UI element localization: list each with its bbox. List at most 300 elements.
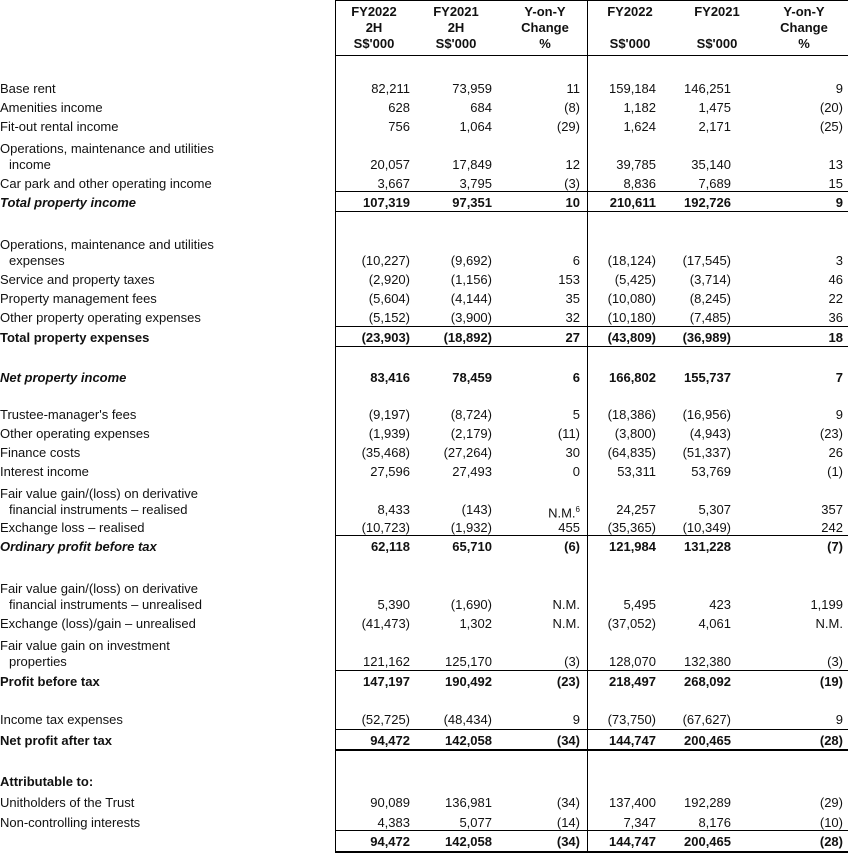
- cell-text: (1,939): [368, 426, 410, 441]
- cell-text: (6): [564, 539, 580, 554]
- cell-text: 27,493: [452, 464, 492, 479]
- cell-value: [740, 119, 843, 135]
- cell-value: [588, 100, 656, 116]
- header-line2: [684, 20, 750, 36]
- cell-value: [420, 616, 492, 632]
- cell-value: [336, 795, 410, 811]
- row-label-text: Amenities income: [0, 100, 103, 115]
- cell-text: (10,349): [682, 520, 731, 535]
- cell-text: 27: [565, 330, 580, 345]
- header-line1: FY2021: [694, 4, 740, 19]
- cell-text: (73,750): [607, 712, 656, 727]
- subtotal-rule: [335, 191, 848, 192]
- row-label: [0, 407, 330, 423]
- cell-value: [336, 654, 410, 670]
- cell-text: 3: [835, 253, 843, 268]
- cell-text: 210,611: [609, 195, 656, 210]
- cell-value: [740, 795, 843, 811]
- cell-value: [588, 674, 656, 690]
- cell-value: [500, 445, 580, 461]
- cell-value: [740, 176, 843, 192]
- cell-text: N.M.: [815, 616, 843, 631]
- cell-value: [740, 195, 843, 211]
- cell-value: [420, 597, 492, 613]
- row-label-text: Net profit after tax: [0, 733, 112, 748]
- cell-text: 90,089: [370, 795, 410, 810]
- cell-value: [660, 815, 731, 831]
- cell-value: [740, 291, 843, 307]
- row-label: [0, 141, 330, 173]
- cell-text: 24,257: [616, 502, 656, 517]
- cell-value: [588, 157, 656, 173]
- cell-value: [740, 654, 843, 670]
- cell-value: [336, 291, 410, 307]
- cell-value: [420, 674, 492, 690]
- cell-text: 1,182: [623, 100, 656, 115]
- cell-text: 190,492: [445, 674, 492, 689]
- row-label-text: Interest income: [0, 464, 89, 479]
- subtotal-rule: [335, 346, 848, 347]
- cell-value: [336, 815, 410, 831]
- cell-value: [500, 539, 580, 555]
- cell-text: (25): [819, 119, 843, 134]
- cell-value: [588, 795, 656, 811]
- row-label: [0, 195, 330, 211]
- cell-text: 83,416: [370, 370, 410, 385]
- cell-value: [336, 310, 410, 326]
- cell-value: [660, 539, 731, 555]
- cell-text: 218,497: [609, 674, 656, 689]
- cell-text: 73,959: [452, 81, 492, 96]
- cell-text: (43,809): [607, 330, 656, 345]
- cell-value: [660, 654, 731, 670]
- cell-text: (28): [819, 834, 843, 849]
- cell-value: [336, 407, 410, 423]
- cell-text: 30: [565, 445, 580, 460]
- cell-value: [500, 616, 580, 632]
- cell-value: [500, 733, 580, 749]
- cell-value: [740, 597, 843, 613]
- cell-value: [660, 520, 731, 536]
- cell-text: (29): [819, 795, 843, 810]
- cell-value: [420, 100, 492, 116]
- header-divider: [335, 55, 848, 56]
- header-unit: S$'000: [696, 36, 738, 51]
- header-fy2022: [598, 4, 662, 52]
- cell-text: N.M.: [552, 616, 580, 631]
- row-label-text: Operations, maintenance and utilities: [0, 237, 214, 252]
- cell-value: [660, 834, 731, 850]
- header-line1: Y-on-Y: [783, 4, 825, 19]
- cell-value: [740, 733, 843, 749]
- cell-text: (18,386): [607, 407, 656, 422]
- cell-value: [660, 464, 731, 480]
- row-label-text: Trustee-manager's fees: [0, 407, 137, 422]
- cell-value: [588, 272, 656, 288]
- cell-value: [660, 407, 731, 423]
- cell-value: [500, 502, 580, 521]
- cell-text: 136,981: [445, 795, 492, 810]
- cell-text: 423: [709, 597, 731, 612]
- cell-value: [420, 502, 492, 518]
- cell-value: [420, 81, 492, 97]
- cell-value: [420, 834, 492, 850]
- cell-text: (19): [819, 674, 843, 689]
- cell-value: [420, 272, 492, 288]
- cell-value: [500, 520, 580, 536]
- cell-text: 684: [470, 100, 492, 115]
- header-unit: S$'000: [609, 36, 651, 51]
- header-yoy-full: [764, 4, 844, 52]
- cell-text: (27,264): [443, 445, 492, 460]
- cell-value: [660, 291, 731, 307]
- row-label-text: Profit before tax: [0, 674, 100, 689]
- cell-value: [336, 445, 410, 461]
- subtotal-rule: [335, 729, 848, 730]
- cell-value: [500, 176, 580, 192]
- cell-value: [660, 253, 731, 269]
- cell-text: (23): [819, 426, 843, 441]
- cell-text: 5,390: [377, 597, 410, 612]
- cell-text: 128,070: [609, 654, 656, 669]
- row-label: [0, 81, 330, 97]
- cell-text: 9: [835, 407, 843, 422]
- header-unit: S$'000: [353, 36, 395, 51]
- cell-text: (34): [556, 795, 580, 810]
- cell-value: [740, 834, 843, 850]
- header-unit: %: [798, 36, 810, 51]
- row-label-text: Income tax expenses: [0, 712, 123, 727]
- row-label-text: Total property expenses: [0, 330, 150, 345]
- cell-value: [500, 370, 580, 386]
- row-label: [0, 445, 330, 461]
- cell-text: 1,624: [623, 119, 656, 134]
- cell-value: [588, 597, 656, 613]
- cell-text: 144,747: [609, 834, 656, 849]
- cell-text: (34): [556, 834, 580, 849]
- cell-text: (48,434): [443, 712, 492, 727]
- cell-text: 3,667: [377, 176, 410, 191]
- cell-value: [588, 834, 656, 850]
- cell-text: 1,199: [810, 597, 843, 612]
- cell-text: (52,725): [361, 712, 410, 727]
- cell-text: (41,473): [361, 616, 410, 631]
- cell-value: [420, 712, 492, 728]
- header-unit: %: [539, 36, 551, 51]
- cell-value: [500, 795, 580, 811]
- cell-value: [660, 597, 731, 613]
- cell-text: 15: [828, 176, 843, 191]
- cell-text: 7,347: [623, 815, 656, 830]
- cell-text: 27,596: [370, 464, 410, 479]
- cell-value: [500, 407, 580, 423]
- header-line1: FY2021: [433, 4, 479, 19]
- cell-value: [660, 674, 731, 690]
- cell-text: 53,311: [617, 464, 656, 479]
- cell-value: [588, 445, 656, 461]
- cell-value: [740, 272, 843, 288]
- cell-text: (143): [461, 502, 492, 517]
- cell-text: 125,170: [445, 654, 492, 669]
- cell-text: 13: [828, 157, 843, 172]
- cell-text: (1,932): [450, 520, 492, 535]
- cell-text: 97,351: [452, 195, 492, 210]
- cell-text: (17,545): [682, 253, 731, 268]
- cell-text: (18,124): [607, 253, 656, 268]
- cell-text: (18,892): [443, 330, 492, 345]
- cell-text: 1,475: [698, 100, 731, 115]
- cell-value: [336, 119, 410, 135]
- row-label: [0, 774, 330, 790]
- cell-value: [660, 426, 731, 442]
- cell-text: 756: [388, 119, 410, 134]
- cell-text: 153: [558, 272, 580, 287]
- row-label: [0, 464, 330, 480]
- cell-value: [336, 616, 410, 632]
- cell-text: N.M.: [552, 597, 580, 612]
- cell-value: [588, 502, 656, 518]
- row-label: [0, 291, 330, 307]
- row-label-continuation: income: [9, 157, 51, 172]
- cell-text: (51,337): [682, 445, 731, 460]
- cell-text: (8,724): [450, 407, 492, 422]
- cell-value: [420, 119, 492, 135]
- cell-text: 22: [828, 291, 843, 306]
- cell-text: 78,459: [452, 370, 492, 385]
- header-line1: FY2022: [607, 4, 653, 19]
- cell-value: [740, 815, 843, 831]
- cell-value: [500, 310, 580, 326]
- cell-value: [500, 834, 580, 850]
- footnote-marker: 6: [575, 505, 580, 514]
- cell-text: 146,251: [684, 81, 731, 96]
- row-label-text: Exchange (loss)/gain – unrealised: [0, 616, 196, 631]
- row-label-text: Fair value gain/(loss) on derivative: [0, 581, 198, 596]
- double-rule: [335, 749, 848, 751]
- cell-text: 137,400: [609, 795, 656, 810]
- row-label-text: Fair value gain on investment: [0, 638, 170, 653]
- cell-text: (9,197): [368, 407, 410, 422]
- row-label-text: Unitholders of the Trust: [0, 795, 135, 810]
- cell-text: (3,714): [689, 272, 731, 287]
- cell-value: [740, 520, 843, 536]
- cell-value: [500, 119, 580, 135]
- cell-text: (7): [827, 539, 843, 554]
- cell-value: [420, 464, 492, 480]
- cell-value: [420, 157, 492, 173]
- cell-value: [500, 597, 580, 613]
- cell-value: [588, 291, 656, 307]
- cell-text: 82,211: [371, 81, 410, 96]
- cell-text: (3): [564, 654, 580, 669]
- cell-value: [420, 445, 492, 461]
- cell-text: 7: [835, 370, 843, 385]
- cell-value: [336, 834, 410, 850]
- cell-value: [588, 195, 656, 211]
- cell-value: [740, 674, 843, 690]
- cell-value: [660, 100, 731, 116]
- cell-value: [588, 176, 656, 192]
- header-unit: S$'000: [435, 36, 477, 51]
- cell-value: [336, 100, 410, 116]
- cell-text: (34): [556, 733, 580, 748]
- cell-text: N.M.: [548, 505, 576, 521]
- cell-value: [336, 539, 410, 555]
- cell-text: (5,604): [368, 291, 410, 306]
- cell-text: (2,179): [450, 426, 492, 441]
- cell-text: (35,365): [607, 520, 656, 535]
- header-line2: 2H: [365, 20, 383, 35]
- cell-text: (10,723): [361, 520, 410, 535]
- row-label-continuation: financial instruments – unrealised: [9, 597, 202, 612]
- row-label: [0, 426, 330, 442]
- cell-value: [500, 815, 580, 831]
- cell-text: 4,061: [698, 616, 731, 631]
- header-yoy-2h: [505, 4, 585, 52]
- subtotal-rule: [335, 535, 848, 536]
- cell-value: [500, 426, 580, 442]
- cell-text: 53,769: [691, 464, 731, 479]
- cell-value: [740, 330, 843, 346]
- cell-value: [660, 616, 731, 632]
- row-label-text: Exchange loss – realised: [0, 520, 145, 535]
- subtotal-rule: [335, 670, 848, 671]
- row-label: [0, 733, 330, 749]
- cell-text: 39,785: [616, 157, 656, 172]
- cell-value: [500, 253, 580, 269]
- cell-value: [336, 370, 410, 386]
- cell-value: [740, 502, 843, 518]
- cell-text: (7,485): [689, 310, 731, 325]
- row-label: [0, 237, 330, 269]
- cell-text: (8,245): [689, 291, 731, 306]
- cell-value: [336, 176, 410, 192]
- cell-text: 200,465: [684, 733, 731, 748]
- cell-text: (1): [827, 464, 843, 479]
- cell-text: 4,383: [377, 815, 410, 830]
- cell-text: (5,152): [368, 310, 410, 325]
- cell-value: [420, 291, 492, 307]
- cell-text: 131,228: [684, 539, 731, 554]
- cell-text: 8,836: [623, 176, 656, 191]
- row-label-text: Total property income: [0, 195, 137, 210]
- cell-value: [660, 502, 731, 518]
- cell-text: 121,984: [609, 539, 656, 554]
- cell-value: [500, 81, 580, 97]
- cell-text: (20): [819, 100, 843, 115]
- header-fy2022-2h: [340, 4, 408, 52]
- row-label-continuation: financial instruments – realised: [9, 502, 188, 517]
- row-label: [0, 616, 330, 632]
- cell-value: [500, 674, 580, 690]
- cell-text: 5,495: [623, 597, 656, 612]
- row-label-continuation: expenses: [9, 253, 65, 268]
- cell-value: [500, 157, 580, 173]
- cell-text: (8): [564, 100, 580, 115]
- cell-text: 200,465: [684, 834, 731, 849]
- cell-value: [500, 195, 580, 211]
- cell-text: 628: [388, 100, 410, 115]
- cell-value: [588, 330, 656, 346]
- cell-value: [660, 330, 731, 346]
- cell-text: 94,472: [370, 733, 410, 748]
- cell-value: [660, 733, 731, 749]
- cell-value: [660, 310, 731, 326]
- cell-text: 18: [828, 330, 843, 345]
- cell-value: [740, 407, 843, 423]
- cell-value: [500, 654, 580, 670]
- cell-text: (1,156): [450, 272, 492, 287]
- cell-value: [740, 712, 843, 728]
- cell-text: (23): [556, 674, 580, 689]
- cell-text: (10,180): [607, 310, 656, 325]
- cell-value: [660, 272, 731, 288]
- cell-text: 20,057: [370, 157, 410, 172]
- cell-value: [500, 272, 580, 288]
- cell-value: [660, 795, 731, 811]
- cell-text: 7,689: [698, 176, 731, 191]
- cell-value: [336, 426, 410, 442]
- cell-value: [740, 310, 843, 326]
- cell-text: 357: [821, 502, 843, 517]
- table-top-border: [335, 0, 848, 1]
- cell-value: [336, 597, 410, 613]
- cell-value: [588, 733, 656, 749]
- cell-text: 9: [835, 712, 843, 727]
- cell-value: [420, 426, 492, 442]
- cell-value: [740, 445, 843, 461]
- cell-value: [588, 426, 656, 442]
- cell-text: (37,052): [607, 616, 656, 631]
- cell-text: 1,302: [459, 616, 492, 631]
- row-label: [0, 370, 330, 386]
- cell-value: [336, 330, 410, 346]
- cell-text: 192,726: [684, 195, 731, 210]
- cell-text: (67,627): [682, 712, 731, 727]
- cell-value: [740, 100, 843, 116]
- cell-text: 2,171: [698, 119, 731, 134]
- cell-value: [660, 81, 731, 97]
- cell-text: 35,140: [691, 157, 731, 172]
- cell-value: [740, 253, 843, 269]
- cell-value: [740, 616, 843, 632]
- cell-text: 6: [572, 370, 580, 385]
- cell-value: [660, 119, 731, 135]
- cell-value: [588, 539, 656, 555]
- subtotal-rule: [335, 830, 848, 831]
- cell-value: [420, 539, 492, 555]
- cell-value: [420, 176, 492, 192]
- cell-value: [336, 520, 410, 536]
- cell-value: [336, 157, 410, 173]
- cell-value: [420, 407, 492, 423]
- cell-text: 35: [565, 291, 580, 306]
- cell-text: 10: [565, 195, 580, 210]
- header-line1: FY2022: [351, 4, 397, 19]
- cell-text: 5,307: [698, 502, 731, 517]
- cell-value: [500, 100, 580, 116]
- cell-text: 8,433: [377, 502, 410, 517]
- cell-value: [660, 712, 731, 728]
- cell-value: [740, 157, 843, 173]
- cell-text: (36,989): [682, 330, 731, 345]
- cell-text: 147,197: [363, 674, 410, 689]
- row-label-text: Ordinary profit before tax: [0, 539, 157, 554]
- cell-value: [420, 370, 492, 386]
- cell-value: [420, 733, 492, 749]
- cell-value: [336, 674, 410, 690]
- cell-text: (35,468): [361, 445, 410, 460]
